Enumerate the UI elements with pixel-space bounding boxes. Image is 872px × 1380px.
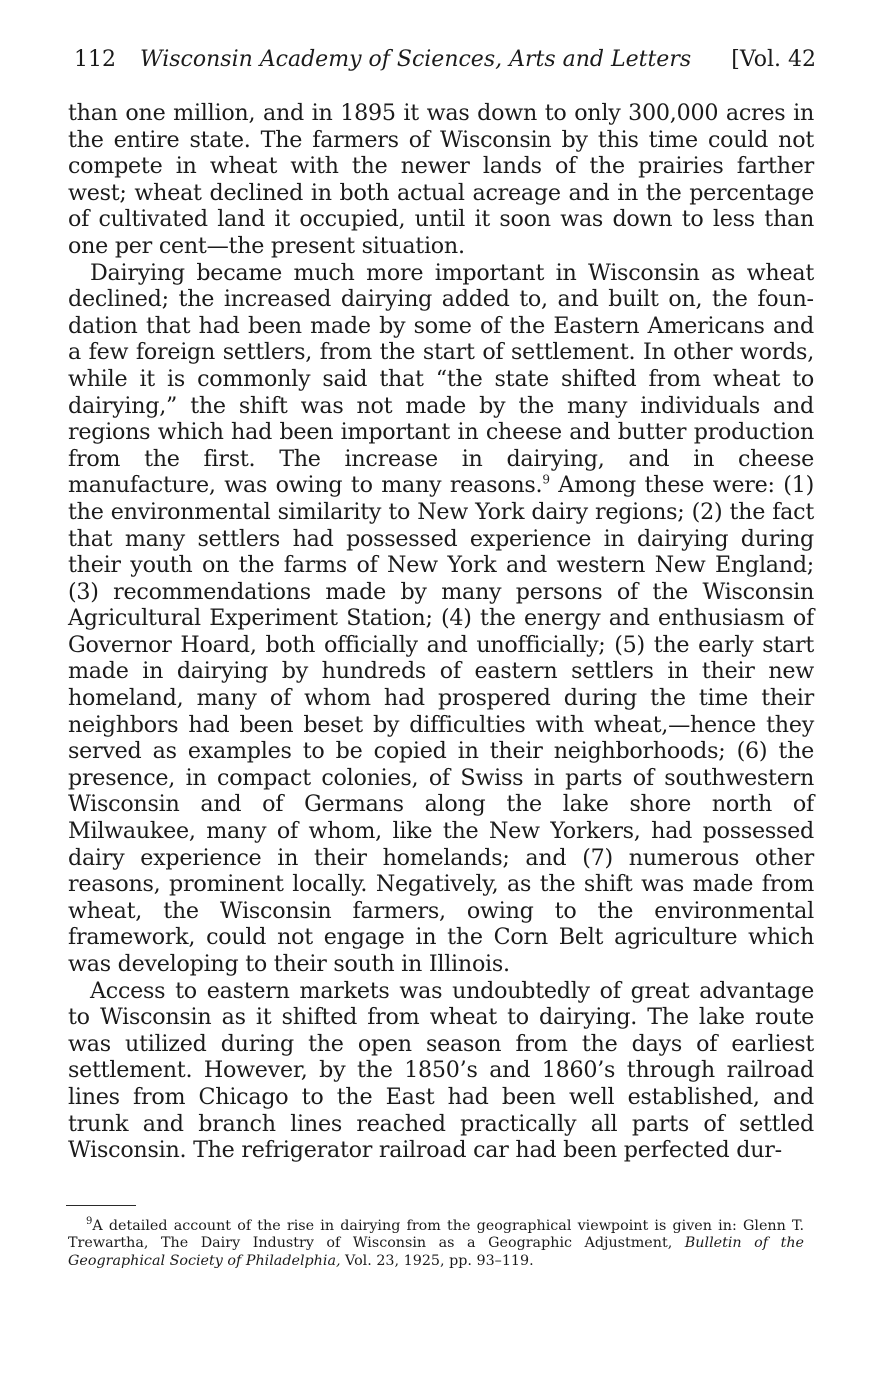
paragraph-markets: Access to eastern markets was undoubtedly of great advantage to Wisconsin as it shifted from wheat to dairying. The lake route was utilized during the open season from the days of earliest settlement. However, by the 1850’s and 1860’s through railroad lines from Chicago to the East had been well established, and trunk and branch lines reached practically all parts of settled Wisconsin. The refrigerator railroad car had been perfected dur- (68, 977, 814, 1164)
journal-title: Wisconsin Academy of Sciences, Arts and Letters (140, 47, 692, 72)
footnote-text: A detailed account of the rise in dairying from the geographical viewpoint is given in: Glenn T. Trewartha, The Dairy Industry of Wisconsin as a Geographic Adjustment, (68, 1218, 804, 1252)
volume-label: [Vol. 42 (731, 47, 816, 72)
page-number: 112 (74, 47, 116, 72)
body-text (68, 100, 814, 1164)
paragraph-continued: than one million, and in 1895 it was down to only 300,000 acres in the entire state. The farmers of Wisconsin by this time could not compete in wheat with the newer lands of the prairies farther west; wheat declined in both actual acreage and in the percentage of cultivated land it occupied, until it soon was down to less than one per cent—the present situation. (68, 100, 814, 259)
footnote-journal-title: Bulletin of the Geographical Society of Philadelphia, (68, 1235, 805, 1269)
paragraph-text: Among these were: (1) the environmental similarity to New York dairy regions; (2) the fact that many settlers had possessed experience in dairying during their youth on the farms of New York and western New England; (3) recommendations made by many persons of the Wisconsin Agricultural Experiment Station; (4) the energy and enthusiasm of Governor Hoard, both officially and unofficially; (5) the early start made in dairying by hundreds of eastern settlers in their new homeland, many of whom had prospered during the time their neighbors had been beset by difficulties with wheat,—hence they served as examples to be copied in their neighborhoods; (6) the presence, in compact colonies, of Swiss in parts of southwestern Wisconsin and of Germans along the lake shore north of Milwaukee, many of whom, like the New Yorkers, had possessed dairy experience in their homelands; and (7) numerous other reasons, prominent locally. Negatively, as the shift was made from wheat, the Wisconsin farmers, owing to the environmental framework, could not engage in the Corn Belt agriculture which was developing to their south in Illinois. (68, 472, 814, 977)
paragraph-text: Dairying became much more important in Wisconsin as wheat declined; the increased dairying added to, and built on, the foundation that had been made by some of the Eastern Americans and a few foreign settlers, from the start of settlement. In other words, while it is commonly said that “the state shifted from wheat to dairying,” the shift was not made by the many individuals and regions which had been important in cheese and butter production from the first. The increase in dairying, and in cheese manufacture, was owing to many reasons. (68, 259, 814, 499)
paragraph-dairying (68, 260, 814, 978)
footnote-number: 9 (86, 1216, 93, 1228)
footnote-text-end: Vol. 23, 1925, pp. 93–119. (340, 1252, 534, 1269)
footnote-reference[interactable]: 9 (542, 472, 550, 487)
footnote (68, 1218, 804, 1270)
footnote-divider (66, 1205, 136, 1206)
running-header (74, 44, 816, 76)
